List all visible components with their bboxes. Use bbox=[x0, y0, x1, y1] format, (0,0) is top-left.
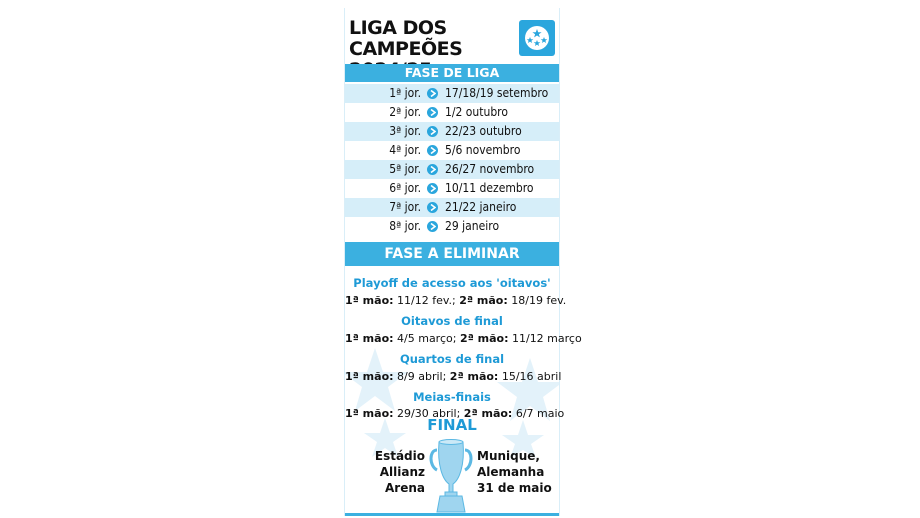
chevron-right-icon bbox=[427, 202, 438, 213]
stage-dates bbox=[345, 332, 582, 345]
knockout-heading: FASE A ELIMINAR bbox=[345, 242, 559, 266]
chevron-right-icon bbox=[427, 88, 438, 99]
stage-dates bbox=[345, 370, 562, 383]
round-date: 22/23 outubro bbox=[445, 124, 522, 138]
leg2-date: 15/16 abril bbox=[501, 370, 562, 383]
stage-heading: Playoff de acesso aos 'oitavos' bbox=[353, 276, 551, 290]
league-phase-list bbox=[345, 84, 559, 236]
league-phase-heading: FASE DE LIGA bbox=[345, 64, 559, 82]
venue-line: Munique, bbox=[477, 449, 540, 463]
list-item bbox=[345, 84, 559, 103]
leg2-label: 2ª mão: bbox=[459, 294, 508, 307]
final-heading: FINAL bbox=[427, 416, 477, 434]
leg2-label: 2ª mão: bbox=[463, 407, 513, 420]
leg1-date: 11/12 fev.; bbox=[397, 294, 456, 307]
list-item bbox=[345, 103, 559, 122]
chevron-right-icon bbox=[427, 221, 438, 232]
round-date: 17/18/19 setembro bbox=[445, 86, 549, 100]
final-location bbox=[477, 448, 557, 496]
round-label: 5ª jor. bbox=[389, 162, 421, 176]
leg2-date: 11/12 março bbox=[511, 332, 582, 345]
venue-line: Alemanha bbox=[477, 465, 545, 479]
leg2-label: 2ª mão: bbox=[459, 332, 509, 345]
leg1-date: 29/30 abril; bbox=[397, 407, 461, 420]
round-label: 1ª jor. bbox=[389, 86, 421, 100]
venue-line: Estádio bbox=[374, 449, 425, 463]
chevron-right-icon bbox=[427, 145, 438, 156]
round-date: 29 janeiro bbox=[445, 219, 500, 233]
chevron-right-icon bbox=[427, 107, 438, 118]
list-item bbox=[345, 141, 559, 160]
list-item bbox=[345, 198, 559, 217]
stage-dates bbox=[345, 294, 567, 307]
chevron-right-icon bbox=[427, 126, 438, 137]
list-item bbox=[345, 217, 559, 236]
round-date: 5/6 novembro bbox=[445, 143, 521, 157]
round-label: 2ª jor. bbox=[389, 105, 421, 119]
leg1-date: 4/5 março; bbox=[397, 332, 457, 345]
title-line-1: LIGA DOS CAMPEÕES bbox=[349, 17, 463, 60]
champions-trophy-icon bbox=[427, 432, 475, 516]
final-venue bbox=[351, 448, 425, 496]
stage-heading: Oitavos de final bbox=[401, 314, 503, 328]
list-item bbox=[345, 122, 559, 141]
calendar-card bbox=[344, 8, 582, 516]
list-item bbox=[345, 160, 559, 179]
leg1-label: 1ª mão: bbox=[345, 332, 394, 345]
chevron-right-icon bbox=[427, 164, 438, 175]
chevron-right-icon bbox=[427, 183, 438, 194]
leg1-date: 8/9 abril; bbox=[397, 370, 447, 383]
venue-line: 31 de maio bbox=[477, 481, 552, 495]
round-date: 21/22 janeiro bbox=[445, 200, 517, 214]
leg2-label: 2ª mão: bbox=[449, 370, 499, 383]
list-item bbox=[345, 179, 559, 198]
bottom-rule bbox=[345, 513, 559, 516]
stage-heading: Meias-finais bbox=[413, 390, 491, 404]
round-label: 4ª jor. bbox=[389, 143, 421, 157]
round-label: 6ª jor. bbox=[389, 181, 421, 195]
round-date: 1/2 outubro bbox=[445, 105, 508, 119]
round-date: 10/11 dezembro bbox=[445, 181, 534, 195]
leg1-label: 1ª mão: bbox=[345, 294, 394, 307]
leg2-date: 6/7 maio bbox=[515, 407, 565, 420]
uefa-starball-icon bbox=[519, 20, 555, 56]
venue-line: Arena bbox=[385, 481, 425, 495]
stage-heading: Quartos de final bbox=[399, 352, 505, 366]
leg2-date: 18/19 fev. bbox=[511, 294, 567, 307]
leg1-label: 1ª mão: bbox=[345, 370, 394, 383]
leg1-label: 1ª mão: bbox=[345, 407, 394, 420]
round-label: 7ª jor. bbox=[389, 200, 421, 214]
round-label: 3ª jor. bbox=[389, 124, 421, 138]
venue-line: Allianz bbox=[379, 465, 425, 479]
round-label: 8ª jor. bbox=[389, 219, 421, 233]
round-date: 26/27 novembro bbox=[445, 162, 535, 176]
